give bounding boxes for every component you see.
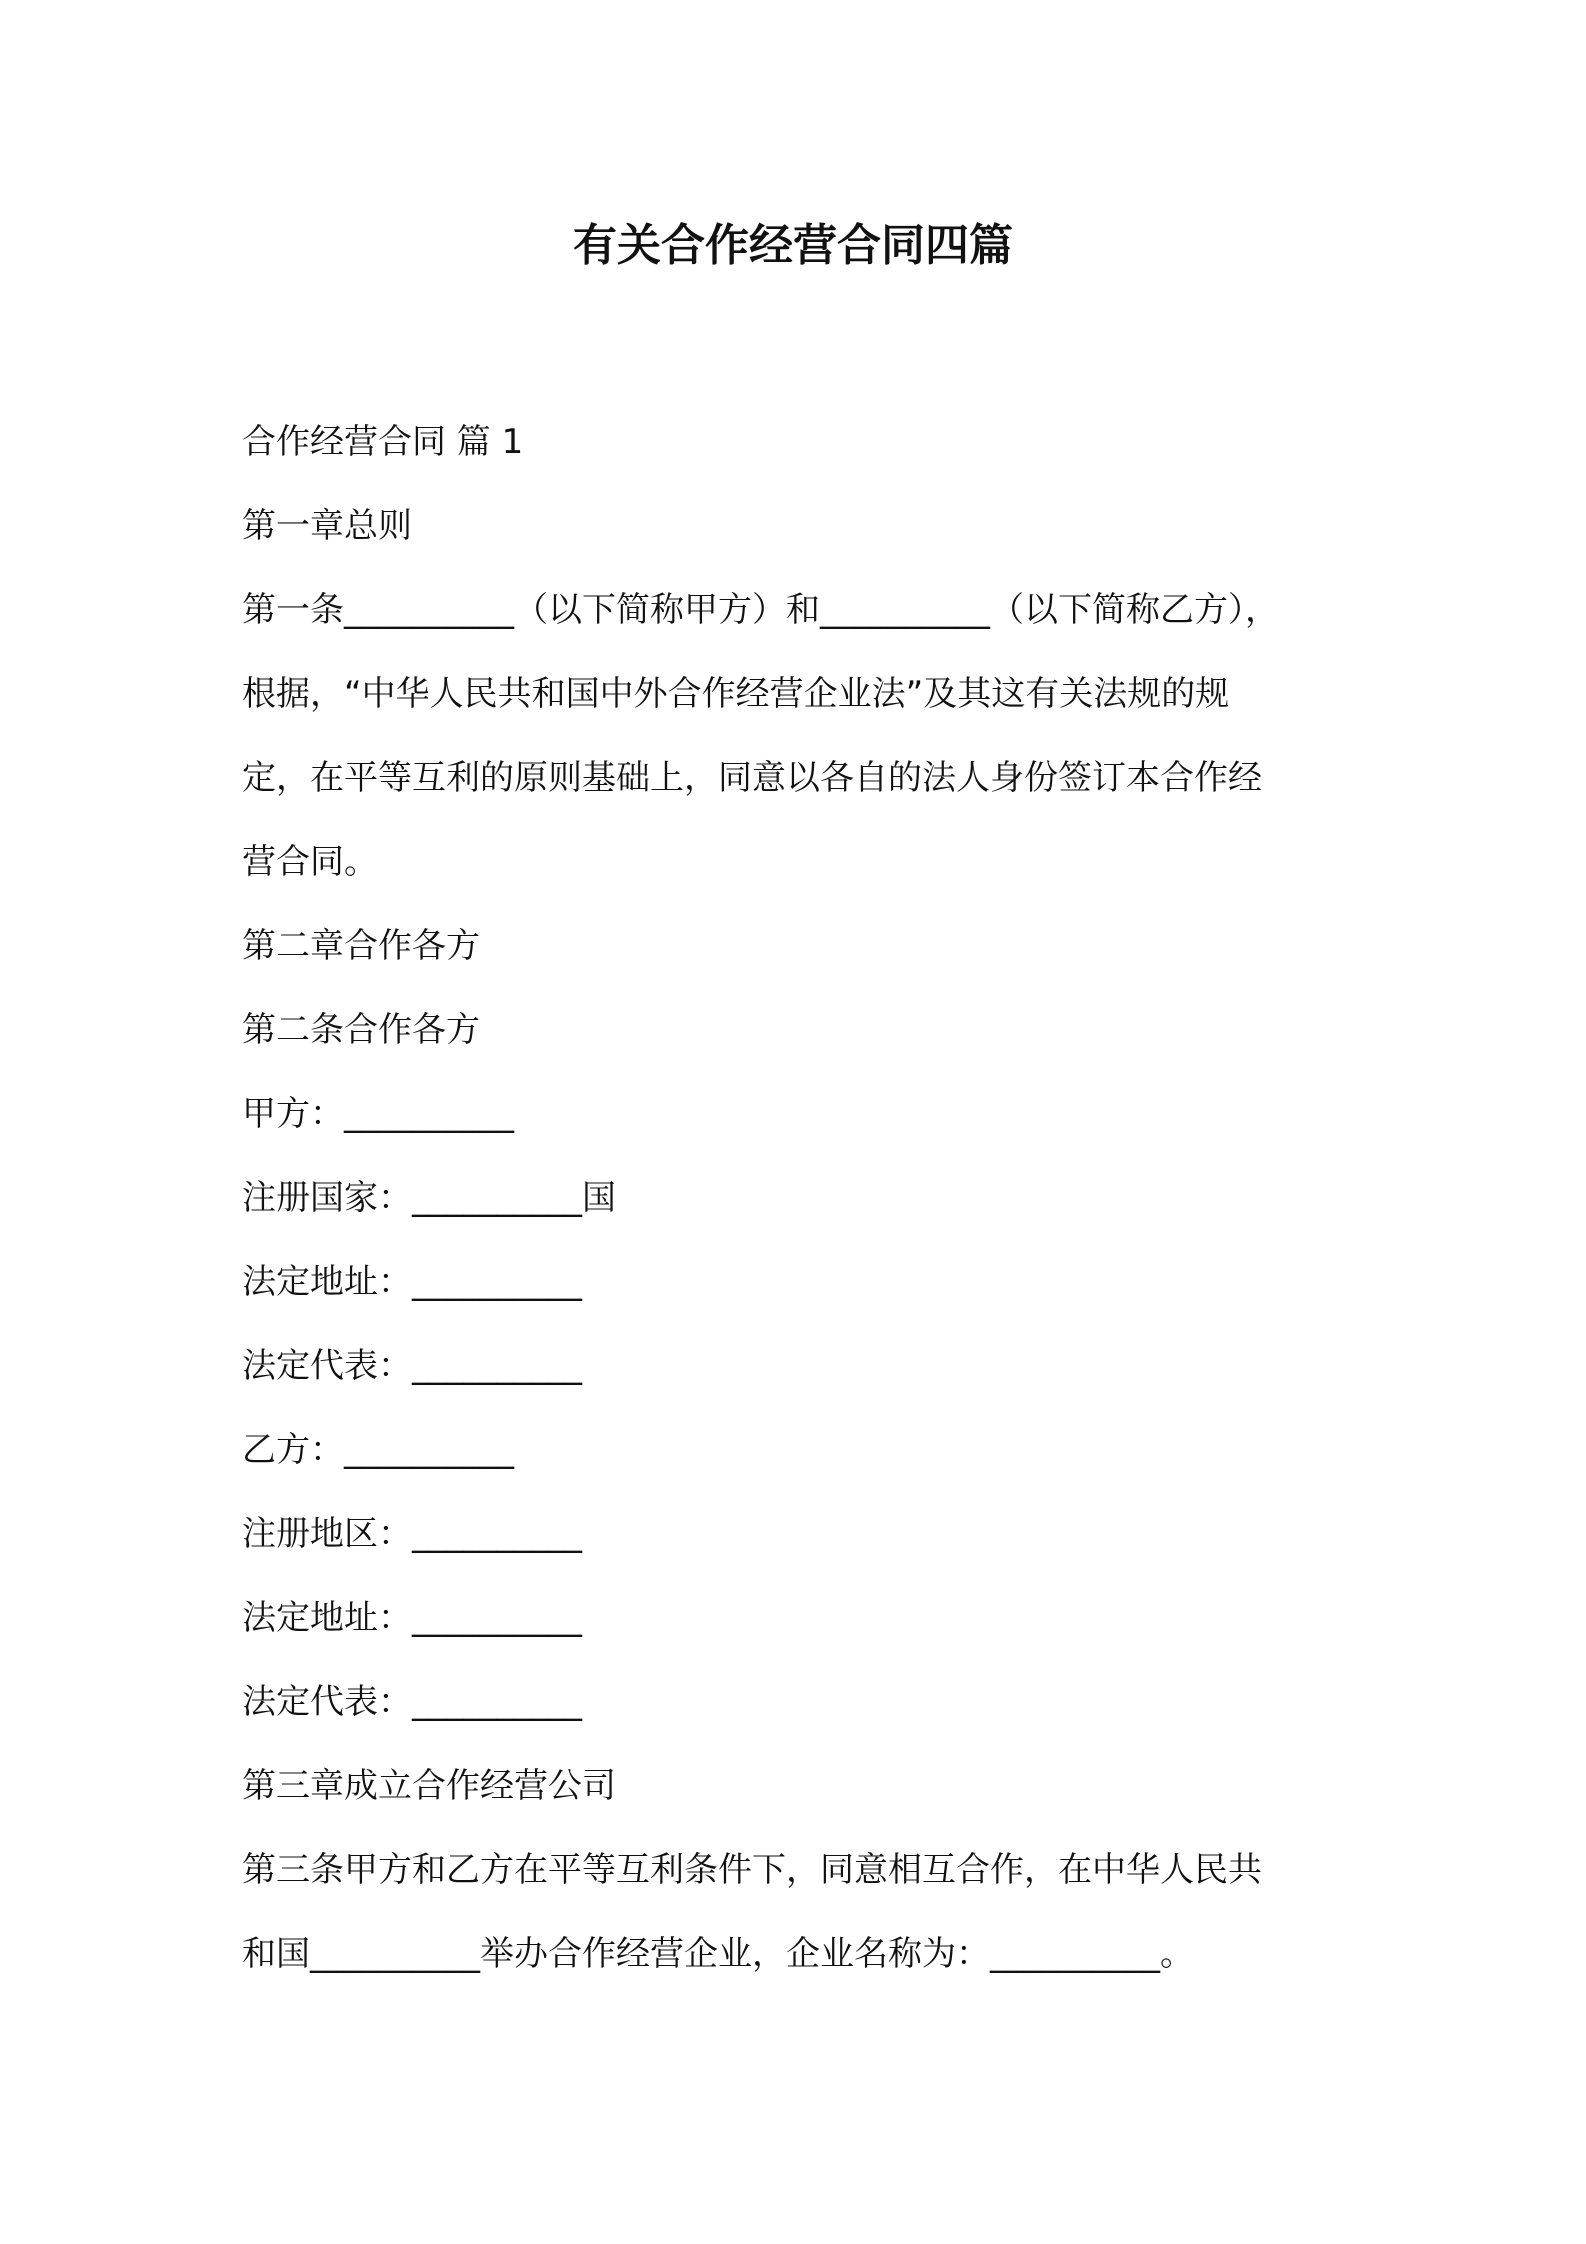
paragraph-line: 根据，“中华人民共和国中外合作经营企业法”及其这有关法规的规	[242, 674, 1230, 714]
legal-representative-field: 法定代表：__________	[242, 1346, 582, 1386]
party-b-field: 乙方：__________	[242, 1430, 514, 1470]
paragraph-line: 营合同。	[242, 842, 378, 882]
legal-address-field: 法定地址：__________	[242, 1262, 582, 1302]
paragraph-line: 和国__________举办合作经营企业，企业名称为：__________。	[242, 1934, 1194, 1974]
paragraph-line: 定，在平等互利的原则基础上，同意以各自的法人身份签订本合作经	[242, 758, 1262, 798]
article-heading: 第二条合作各方	[242, 1010, 480, 1050]
chapter-heading: 第二章合作各方	[242, 926, 480, 966]
paragraph-line: 第三条甲方和乙方在平等互利条件下，同意相互合作，在中华人民共	[242, 1850, 1262, 1890]
chapter-heading: 第一章总则	[242, 506, 412, 546]
document-body	[242, 400, 1372, 1996]
party-a-field: 甲方：__________	[242, 1094, 514, 1134]
registered-country-field: 注册国家：__________国	[242, 1178, 616, 1218]
legal-representative-field: 法定代表：__________	[242, 1682, 582, 1722]
section-heading: 合作经营合同 篇 1	[242, 422, 524, 462]
legal-address-field: 法定地址：__________	[242, 1598, 582, 1638]
document-title: 有关合作经营合同四篇	[573, 220, 1013, 271]
chapter-heading: 第三章成立合作经营公司	[242, 1766, 616, 1806]
paragraph-line: 第一条__________（以下简称甲方）和__________（以下简称乙方），	[242, 590, 1279, 630]
registered-region-field: 注册地区：__________	[242, 1514, 582, 1554]
